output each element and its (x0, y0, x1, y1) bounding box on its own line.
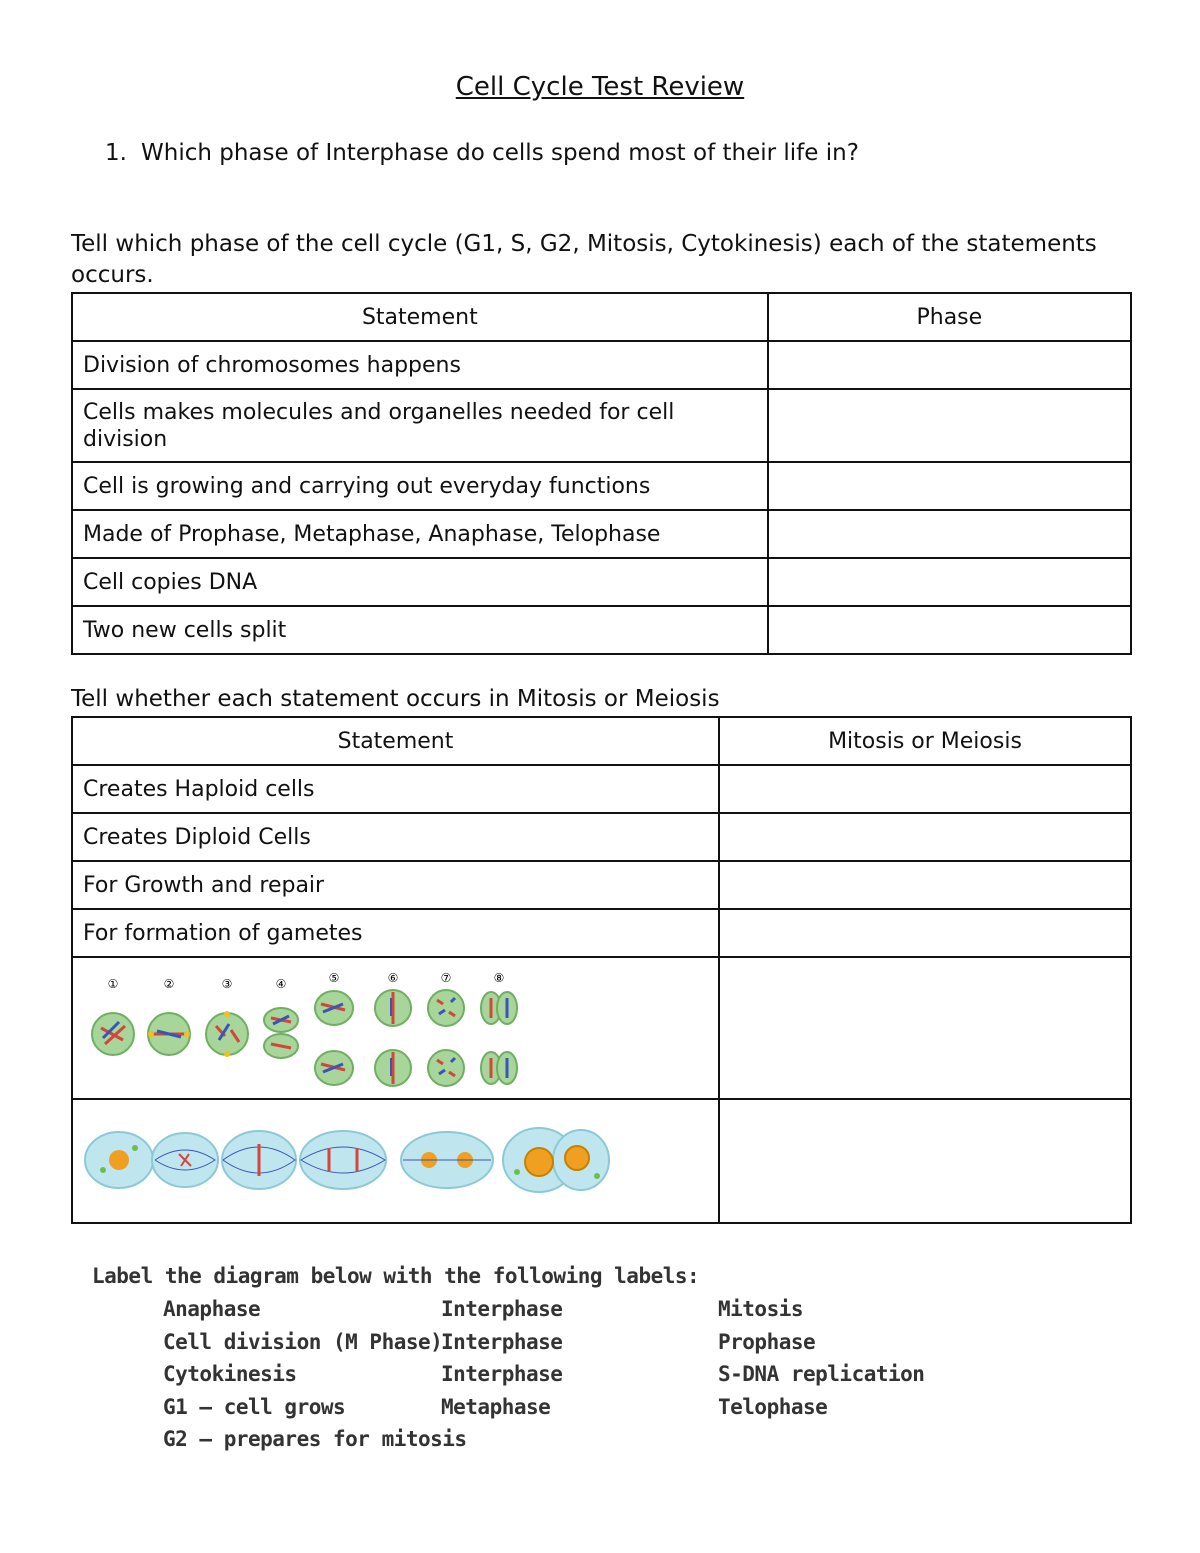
statement-header: Statement (72, 717, 719, 765)
table-header-row (72, 717, 1131, 765)
stage-number: ⑤ (328, 971, 340, 985)
table-row (72, 957, 1131, 1099)
answer-cell[interactable] (768, 389, 1131, 462)
label-col1-item: Cell division (M Phase) (163, 1330, 443, 1354)
statement-cell: Creates Diploid Cells (72, 813, 719, 861)
question-number: 1. (105, 140, 127, 166)
meiosis-diagram (73, 958, 718, 1098)
answer-cell[interactable] (719, 957, 1131, 1099)
meiosis-diagram-cell (72, 957, 719, 1099)
meiosis-cells-6 (375, 990, 411, 1086)
answer-cell[interactable] (719, 1099, 1131, 1223)
label-heading: Label the diagram below with the following labels: (92, 1264, 700, 1288)
label-col2-item: Metaphase (441, 1395, 551, 1419)
label-col1-item: G1 – cell grows (163, 1395, 346, 1419)
label-col2-item: Interphase (441, 1330, 563, 1354)
label-col2-item: Interphase (441, 1297, 563, 1321)
meiosis-cells-5 (315, 991, 353, 1085)
table-row (72, 341, 1131, 389)
answer-cell[interactable] (768, 606, 1131, 654)
statement-cell: Division of chromosomes happens (72, 341, 768, 389)
stage-number: ④ (275, 977, 287, 991)
meiosis-cell-2 (148, 1013, 190, 1055)
label-col3-item: Telophase (718, 1395, 828, 1419)
statement-header: Statement (72, 293, 768, 341)
meiosis-cell-4 (264, 1008, 298, 1058)
phase-instruction: Tell which phase of the cell cycle (G1, S, G2, Mitosis, Cytokinesis) each of the statements occurs. (71, 231, 1097, 288)
mitosis-cell-anaphase (300, 1131, 386, 1189)
table-row (72, 861, 1131, 909)
mitosis-meiosis-table (71, 716, 1132, 1224)
statement-cell: Cell is growing and carrying out everyday functions (72, 462, 768, 510)
stage-number: ① (107, 977, 119, 991)
mitosis-meiosis-instruction: Tell whether each statement occurs in Mitosis or Meiosis (71, 686, 720, 712)
page-title: Cell Cycle Test Review (455, 72, 745, 102)
answer-cell[interactable] (719, 861, 1131, 909)
stage-number: ⑥ (387, 971, 399, 985)
answer-cell[interactable] (719, 765, 1131, 813)
mitosis-cell-interphase (85, 1132, 153, 1188)
table-row (72, 909, 1131, 957)
statement-cell: For formation of gametes (72, 909, 719, 957)
mitosis-or-meiosis-header: Mitosis or Meiosis (719, 717, 1131, 765)
table-row (72, 462, 1131, 510)
answer-cell[interactable] (768, 510, 1131, 558)
stage-number: ② (163, 977, 175, 991)
question-text: Which phase of Interphase do cells spend most of their life in? (141, 140, 859, 166)
table-row (72, 1099, 1131, 1223)
table-row (72, 813, 1131, 861)
mitosis-diagram-cell (72, 1099, 719, 1223)
mitosis-cell-prophase (152, 1133, 218, 1187)
label-col3-item: Mitosis (718, 1297, 804, 1321)
table-row (72, 389, 1131, 462)
label-col1-item: G2 – prepares for mitosis (163, 1427, 467, 1451)
label-col1-item: Anaphase (163, 1297, 261, 1321)
answer-cell[interactable] (719, 813, 1131, 861)
statement-cell: Cell copies DNA (72, 558, 768, 606)
meiosis-cells-8 (481, 992, 517, 1084)
meiosis-cell-3 (206, 1011, 248, 1057)
mitosis-diagram (73, 1100, 718, 1222)
phase-header: Phase (768, 293, 1131, 341)
statement-cell: Creates Haploid cells (72, 765, 719, 813)
stage-number: ⑦ (440, 971, 452, 985)
table-row (72, 510, 1131, 558)
mitosis-cell-telophase (401, 1132, 493, 1188)
statement-cell: Two new cells split (72, 606, 768, 654)
table-header-row (72, 293, 1131, 341)
label-col2-item: Interphase (441, 1362, 563, 1386)
statement-cell: Cells makes molecules and organelles needed for cell division (72, 389, 768, 462)
answer-cell[interactable] (719, 909, 1131, 957)
table-row (72, 765, 1131, 813)
meiosis-cell-1 (92, 1013, 134, 1055)
label-col3-item: S-DNA replication (718, 1362, 925, 1386)
stage-number: ③ (221, 977, 233, 991)
label-col1-item: Cytokinesis (163, 1362, 297, 1386)
answer-cell[interactable] (768, 558, 1131, 606)
mitosis-cell-cytokinesis (503, 1128, 609, 1192)
stage-number: ⑧ (493, 971, 505, 985)
statement-cell: Made of Prophase, Metaphase, Anaphase, Telophase (72, 510, 768, 558)
table-row (72, 558, 1131, 606)
statement-cell: For Growth and repair (72, 861, 719, 909)
answer-cell[interactable] (768, 341, 1131, 389)
question-1 (105, 140, 859, 166)
answer-cell[interactable] (768, 462, 1131, 510)
phase-table (71, 292, 1132, 655)
mitosis-cell-metaphase (222, 1131, 296, 1189)
label-col3-item: Prophase (718, 1330, 816, 1354)
meiosis-cells-7 (428, 990, 464, 1086)
table-row (72, 606, 1131, 654)
